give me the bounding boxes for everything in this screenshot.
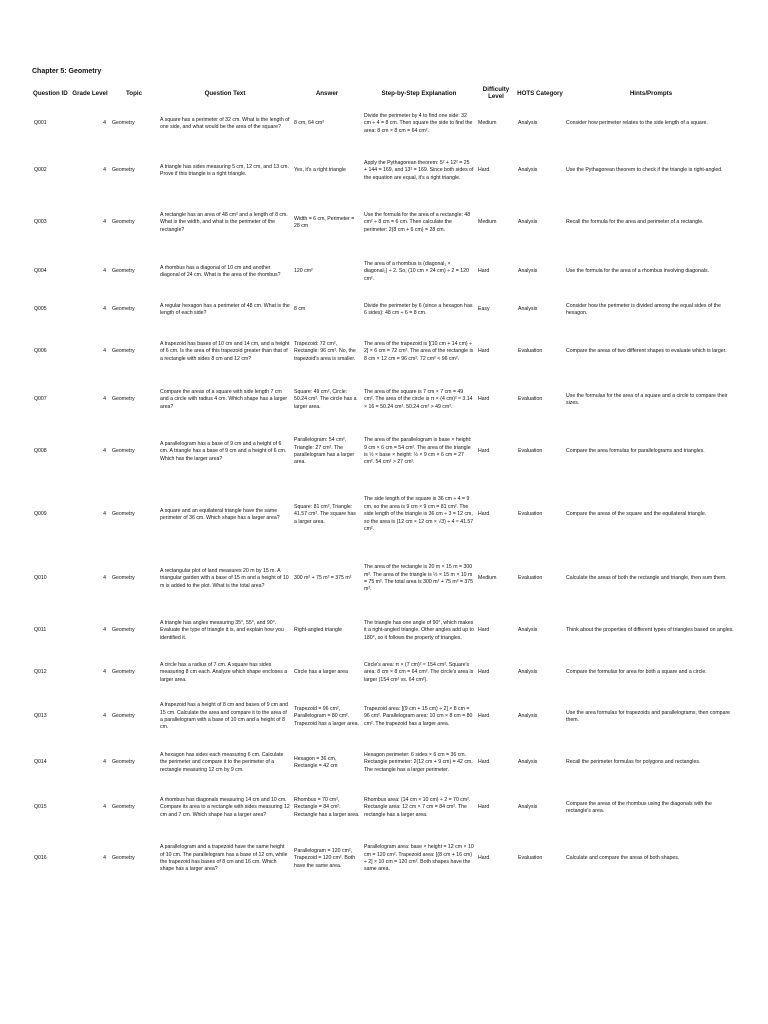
- cell-question-text: A rhombus has a diagonal of 10 cm and another diagonal of 24 cm. What is the area of the rhombus?: [160, 264, 281, 278]
- cell-question-id: Q016: [34, 855, 47, 862]
- cell-difficulty: Hard: [478, 855, 490, 862]
- table-row: [32, 742, 738, 784]
- cell-question-id: Q001: [34, 120, 47, 127]
- cell-explanation: Circle's area: π × (7 cm)² ≈ 154 cm². Square's area: 8 cm × 8 cm = 64 cm². The circle's area is larger (154 cm² vs. 64 cm²).: [364, 661, 474, 683]
- cell-hint: Calculate the areas of both the rectangle and triangle, then sum them.: [566, 575, 727, 582]
- cell-question-text: A square has a perimeter of 32 cm. What is the length of one side, and what would be the area of the square?: [160, 116, 290, 130]
- cell-question-id: Q003: [34, 219, 47, 226]
- cell-grade-level: 4: [103, 120, 106, 127]
- cell-question-text: A circle has a radius of 7 cm. A square has sides measuring 8 cm each. Analyze which shape encloses a larger area.: [160, 661, 288, 683]
- cell-grade-level: 4: [103, 804, 106, 811]
- cell-question-id: Q007: [34, 396, 47, 403]
- cell-hots-category: Analysis: [518, 713, 538, 720]
- cell-hots-category: Analysis: [518, 759, 538, 766]
- cell-explanation: The side length of the square is 36 cm ÷ 4 = 9 cm, so the area is 9 cm × 9 cm = 81 cm². The side length of the triangle is 36 cm ÷ 3 = 12 cm, so the area is (12 cm × 12 cm × √3) ÷ 4 ≈ 41.57 cm².: [364, 496, 474, 533]
- cell-question-id: Q010: [34, 575, 47, 582]
- cell-difficulty: Hard: [478, 713, 490, 720]
- cell-question-text: A trapezoid has a height of 8 cm and bases of 9 cm and 15 cm. Calculate the area and compare it to the area of a parallelogram with a base of 10 cm and a height of 8 cm.: [160, 702, 289, 731]
- cell-question-id: Q004: [34, 268, 47, 275]
- cell-topic: Geometry: [112, 396, 135, 403]
- table-row: [32, 480, 738, 550]
- header-grade-level: Grade Level: [72, 89, 108, 97]
- header-hints: Hints/Prompts: [629, 89, 673, 97]
- table-row: [32, 100, 738, 148]
- cell-grade-level: 4: [103, 627, 106, 634]
- cell-answer: Yes, it's a right triangle: [294, 167, 346, 174]
- table-row: [32, 376, 738, 424]
- cell-explanation: Rhombus area: (14 cm × 10 cm) ÷ 2 = 70 cm². Rectangle area: 12 cm × 7 cm = 84 cm². The rectangle has a larger area.: [364, 796, 471, 818]
- cell-explanation: The triangle has one angle of 90°, which makes it a right-angled triangle. Other angles add up to 180°, so it follows the property of triangles.: [364, 619, 474, 641]
- cell-question-id: Q014: [34, 759, 47, 766]
- cell-question-text: A parallelogram and a trapezoid have the same height of 10 cm. The parallelogram has a base of 12 cm, while the trapezoid has bases of 8 cm and 16 cm. Which shape has a larger area?: [160, 844, 288, 873]
- cell-hint: Compare the formulas for area for both a square and a circle.: [566, 669, 707, 676]
- cell-difficulty: Easy: [478, 306, 490, 313]
- cell-answer: 8 cm, 64 cm²: [294, 120, 324, 127]
- cell-answer: Circle has a larger area: [294, 669, 348, 676]
- header-hots-category: HOTS Category: [517, 89, 563, 97]
- cell-grade-level: 4: [103, 306, 106, 313]
- cell-difficulty: Medium: [478, 120, 497, 127]
- cell-hint: Use the Pythagorean theorem to check if the triangle is right-angled.: [566, 167, 723, 174]
- cell-difficulty: Medium: [478, 575, 497, 582]
- cell-question-id: Q006: [34, 348, 47, 355]
- cell-topic: Geometry: [112, 713, 135, 720]
- cell-hint: Use the formula for the area of a rhombus involving diagonals.: [566, 268, 710, 275]
- cell-hots-category: Evaluation: [518, 396, 543, 403]
- cell-hint: Compare the areas of the rhombus using the diagonals with the rectangle's area.: [566, 800, 712, 814]
- cell-topic: Geometry: [112, 167, 135, 174]
- cell-grade-level: 4: [103, 759, 106, 766]
- cell-topic: Geometry: [112, 627, 135, 634]
- cell-grade-level: 4: [103, 669, 106, 676]
- cell-difficulty: Medium: [478, 219, 497, 226]
- cell-explanation: The area of a rhombus is (diagonal₁ × diagonal₂) ÷ 2. So, (10 cm × 24 cm) ÷ 2 = 120 cm².: [364, 260, 469, 282]
- cell-grade-level: 4: [103, 575, 106, 582]
- cell-hint: Compare the areas of two different shapes to evaluate which is larger.: [566, 348, 727, 355]
- cell-answer: 8 cm: [294, 306, 306, 313]
- cell-grade-level: 4: [103, 396, 106, 403]
- cell-hint: Use the formulas for the area of a square and a circle to compare their sizes.: [566, 392, 728, 406]
- cell-hots-category: Evaluation: [518, 348, 543, 355]
- cell-hots-category: Analysis: [518, 120, 538, 127]
- cell-hint: Consider how perimeter relates to the side length of a square.: [566, 120, 708, 127]
- header-topic: Topic: [125, 89, 143, 97]
- cell-answer: 300 m² + 75 m² = 375 m²: [294, 575, 352, 582]
- cell-explanation: Divide the perimeter by 6 (since a hexagon has 6 sides): 48 cm ÷ 6 = 8 cm.: [364, 302, 473, 316]
- cell-hots-category: Evaluation: [518, 511, 543, 518]
- cell-explanation: Parallelogram area: base × height = 12 cm × 10 cm = 120 cm². Trapezoid area: [(8 cm + 16 cm) ÷ 2] × 10 cm = 120 cm². Both shapes have the same area.: [364, 844, 474, 873]
- cell-hots-category: Analysis: [518, 268, 538, 275]
- table-row: [32, 608, 738, 654]
- cell-question-id: Q009: [34, 511, 47, 518]
- header-difficulty: Difficulty Level: [482, 86, 510, 100]
- header-question-text: Question Text: [204, 89, 246, 97]
- cell-hint: Recall the formula for the area and perimeter of a rectangle.: [566, 219, 704, 226]
- cell-question-id: Q015: [34, 804, 47, 811]
- cell-question-text: Compare the areas of a square with side length 7 cm and a circle with radius 4 cm. Which shape has a larger area?: [160, 388, 288, 410]
- cell-difficulty: Hard: [478, 348, 490, 355]
- cell-question-text: A hexagon has sides each measuring 6 cm. Calculate the perimeter and compare it to the perimeter of a rectangle measuring 12 cm by 9 cm.: [160, 751, 284, 773]
- cell-hots-category: Analysis: [518, 306, 538, 313]
- cell-topic: Geometry: [112, 511, 135, 518]
- cell-question-id: Q012: [34, 669, 47, 676]
- questions-table: [32, 86, 738, 886]
- cell-difficulty: Hard: [478, 804, 490, 811]
- table-row: [32, 252, 738, 292]
- header-row: [32, 86, 738, 100]
- cell-explanation: Use the formula for the area of a rectangle: 48 cm² ÷ 8 cm = 6 cm. Then calculate the perimeter: 2(8 cm + 6 cm) = 28 cm.: [364, 211, 471, 233]
- cell-grade-level: 4: [103, 219, 106, 226]
- cell-topic: Geometry: [112, 448, 135, 455]
- cell-grade-level: 4: [103, 511, 106, 518]
- cell-topic: Geometry: [112, 669, 135, 676]
- cell-answer: Square: 81 cm², Triangle: 41.57 cm². The square has a larger area.: [294, 503, 356, 525]
- table-row: [32, 194, 738, 252]
- cell-explanation: The area of the trapezoid is [(10 cm + 14 cm) ÷ 2] × 6 cm = 72 cm². The area of the rectangle is 8 cm × 12 cm = 96 cm². 72 cm² < 96 cm².: [364, 340, 474, 362]
- header-question-id: Question ID: [33, 89, 68, 97]
- cell-answer: Width = 6 cm, Perimeter = 28 cm: [294, 215, 355, 229]
- cell-hots-category: Analysis: [518, 627, 538, 634]
- cell-answer: Square: 49 cm², Circle: 50.24 cm². The circle has a larger area.: [294, 388, 357, 410]
- table-row: [32, 148, 738, 194]
- cell-question-text: A regular hexagon has a perimeter of 48 cm. What is the length of each side?: [160, 302, 290, 316]
- cell-hint: Consider how the perimeter is divided among the equal sides of the hexagon.: [566, 302, 721, 316]
- cell-topic: Geometry: [112, 855, 135, 862]
- cell-question-id: Q002: [34, 167, 47, 174]
- cell-explanation: The area of the parallelogram is base × height: 9 cm × 6 cm = 54 cm². The area of the triangle is ½ × base × height: ½ × 9 cm × 6 cm = 27 cm². 54 cm² > 27 cm².: [364, 437, 472, 466]
- cell-grade-level: 4: [103, 268, 106, 275]
- cell-question-id: Q008: [34, 448, 47, 455]
- cell-difficulty: Hard: [478, 396, 490, 403]
- cell-explanation: The area of the square is 7 cm × 7 cm = 49 cm². The area of the circle is π × (4 cm)² ≈ 3.14 × 16 = 50.24 cm². 50.24 cm² > 49 cm².: [364, 388, 473, 410]
- cell-explanation: The area of the rectangle is 20 m × 15 m = 300 m². The area of the triangle is ½ × 15 m × 10 m = 75 m². The total area is 300 m² + 75 m² = 375 m².: [364, 564, 474, 593]
- cell-question-text: A square and an equilateral triangle have the same perimeter of 36 cm. Which shape has a larger area?: [160, 507, 280, 521]
- cell-grade-level: 4: [103, 348, 106, 355]
- cell-hots-category: Evaluation: [518, 575, 543, 582]
- cell-answer: Trapezoid = 96 cm², Parallelogram = 80 cm². Trapezoid has a larger area.: [294, 705, 359, 727]
- cell-grade-level: 4: [103, 167, 106, 174]
- table-row: [32, 784, 738, 832]
- cell-hots-category: Evaluation: [518, 855, 543, 862]
- cell-question-id: Q013: [34, 713, 47, 720]
- cell-answer: Right-angled triangle: [294, 627, 342, 634]
- cell-question-text: A rhombus has diagonals measuring 14 cm and 10 cm. Compare its area to a rectangle with sides measuring 12 cm and 7 cm. Which shape has a larger area?: [160, 796, 290, 818]
- cell-topic: Geometry: [112, 306, 135, 313]
- cell-difficulty: Hard: [478, 448, 490, 455]
- cell-hots-category: Analysis: [518, 669, 538, 676]
- cell-hint: Compare the area formulas for parallelograms and triangles.: [566, 448, 705, 455]
- cell-grade-level: 4: [103, 448, 106, 455]
- cell-hint: Recall the perimeter formulas for polygons and rectangles.: [566, 759, 701, 766]
- table-row: [32, 424, 738, 480]
- cell-difficulty: Hard: [478, 167, 490, 174]
- cell-hots-category: Evaluation: [518, 448, 543, 455]
- table-row: [32, 328, 738, 376]
- cell-difficulty: Hard: [478, 669, 490, 676]
- cell-topic: Geometry: [112, 804, 135, 811]
- cell-hots-category: Analysis: [518, 167, 538, 174]
- table-row: [32, 692, 738, 742]
- cell-question-text: A rectangular plot of land measures 20 m by 15 m. A triangular garden with a base of 15 m and a height of 10 m is added to the plot. What is the total area?: [160, 567, 289, 589]
- table-row: [32, 550, 738, 608]
- cell-hots-category: Analysis: [518, 804, 538, 811]
- cell-question-text: A triangle has angles measuring 35°, 55°, and 90°. Evaluate the type of triangle it is, and explain how you identified it.: [160, 619, 284, 641]
- cell-topic: Geometry: [112, 348, 135, 355]
- cell-explanation: Hexagon perimeter: 6 sides × 6 cm = 36 cm. Rectangle perimeter: 2(12 cm + 9 cm) = 42 cm. The rectangle has a larger perimeter.: [364, 751, 473, 773]
- cell-answer: Rhombus = 70 cm², Rectangle = 84 cm². Rectangle has a larger area.: [294, 796, 360, 818]
- cell-question-id: Q011: [34, 627, 47, 634]
- cell-answer: 120 cm²: [294, 268, 313, 275]
- cell-explanation: Trapezoid area: [(9 cm + 15 cm) ÷ 2] × 8 cm = 96 cm². Parallelogram area: 10 cm × 8 cm = 80 cm². The trapezoid has a larger area.: [364, 705, 473, 727]
- header-answer: Answer: [315, 89, 339, 97]
- cell-topic: Geometry: [112, 575, 135, 582]
- cell-explanation: Apply the Pythagorean theorem: 5² + 12² = 25 + 144 = 169, and 13² = 169. Since both sides of the equation are equal, it's a right triangle.: [364, 159, 474, 181]
- cell-hint: Use the area formulas for trapezoids and parallelograms, then compare them.: [566, 709, 731, 723]
- cell-topic: Geometry: [112, 759, 135, 766]
- table-row: [32, 292, 738, 328]
- cell-hint: Think about the properties of different types of triangles based on angles.: [566, 627, 734, 634]
- cell-question-text: A triangle has sides measuring 5 cm, 12 cm, and 13 cm. Prove if this triangle is a right triangle.: [160, 163, 289, 177]
- cell-question-text: A trapezoid has bases of 10 cm and 14 cm, and a height of 6 cm. Is the area of this trapezoid greater than that of a rectangle with sides 8 cm and 12 cm?: [160, 340, 290, 362]
- cell-answer: Parallelogram = 120 cm², Trapezoid = 120 cm². Both have the same area.: [294, 847, 356, 869]
- cell-answer: Trapezoid: 72 cm², Rectangle: 96 cm². No, the trapezoid's area is smaller.: [294, 340, 356, 362]
- cell-question-text: A rectangle has an area of 48 cm² and a length of 8 cm. What is the width, and what is the perimeter of the rectangle?: [160, 211, 288, 233]
- table-row: [32, 654, 738, 692]
- cell-grade-level: 4: [103, 855, 106, 862]
- cell-topic: Geometry: [112, 120, 135, 127]
- cell-difficulty: Hard: [478, 627, 490, 634]
- cell-topic: Geometry: [112, 268, 135, 275]
- cell-hint: Compare the areas of the square and the equilateral triangle.: [566, 511, 707, 518]
- cell-question-id: Q005: [34, 306, 47, 313]
- cell-answer: Hexagon = 36 cm, Rectangle = 42 cm: [294, 755, 338, 769]
- cell-topic: Geometry: [112, 219, 135, 226]
- cell-question-text: A parallelogram has a base of 9 cm and a height of 6 cm. A triangle has a base of 9 cm and a height of 6 cm. Which has the larger area?: [160, 440, 287, 462]
- sheet-title: Chapter 5: Geometry: [32, 68, 102, 75]
- cell-grade-level: 4: [103, 713, 106, 720]
- table-row: [32, 832, 738, 886]
- header-explanation: Step-by-Step Explanation: [381, 89, 457, 97]
- cell-difficulty: Hard: [478, 759, 490, 766]
- cell-hint: Calculate and compare the areas of both shapes.: [566, 855, 680, 862]
- cell-difficulty: Hard: [478, 511, 490, 518]
- cell-answer: Parallelogram: 54 cm², Triangle: 27 cm². The parallelogram has a larger area.: [294, 437, 355, 466]
- cell-hots-category: Analysis: [518, 219, 538, 226]
- cell-difficulty: Hard: [478, 268, 490, 275]
- cell-explanation: Divide the perimeter by 4 to find one side: 32 cm ÷ 4 = 8 cm. Then square the side to find the area: 8 cm × 8 cm = 64 cm².: [364, 112, 473, 134]
